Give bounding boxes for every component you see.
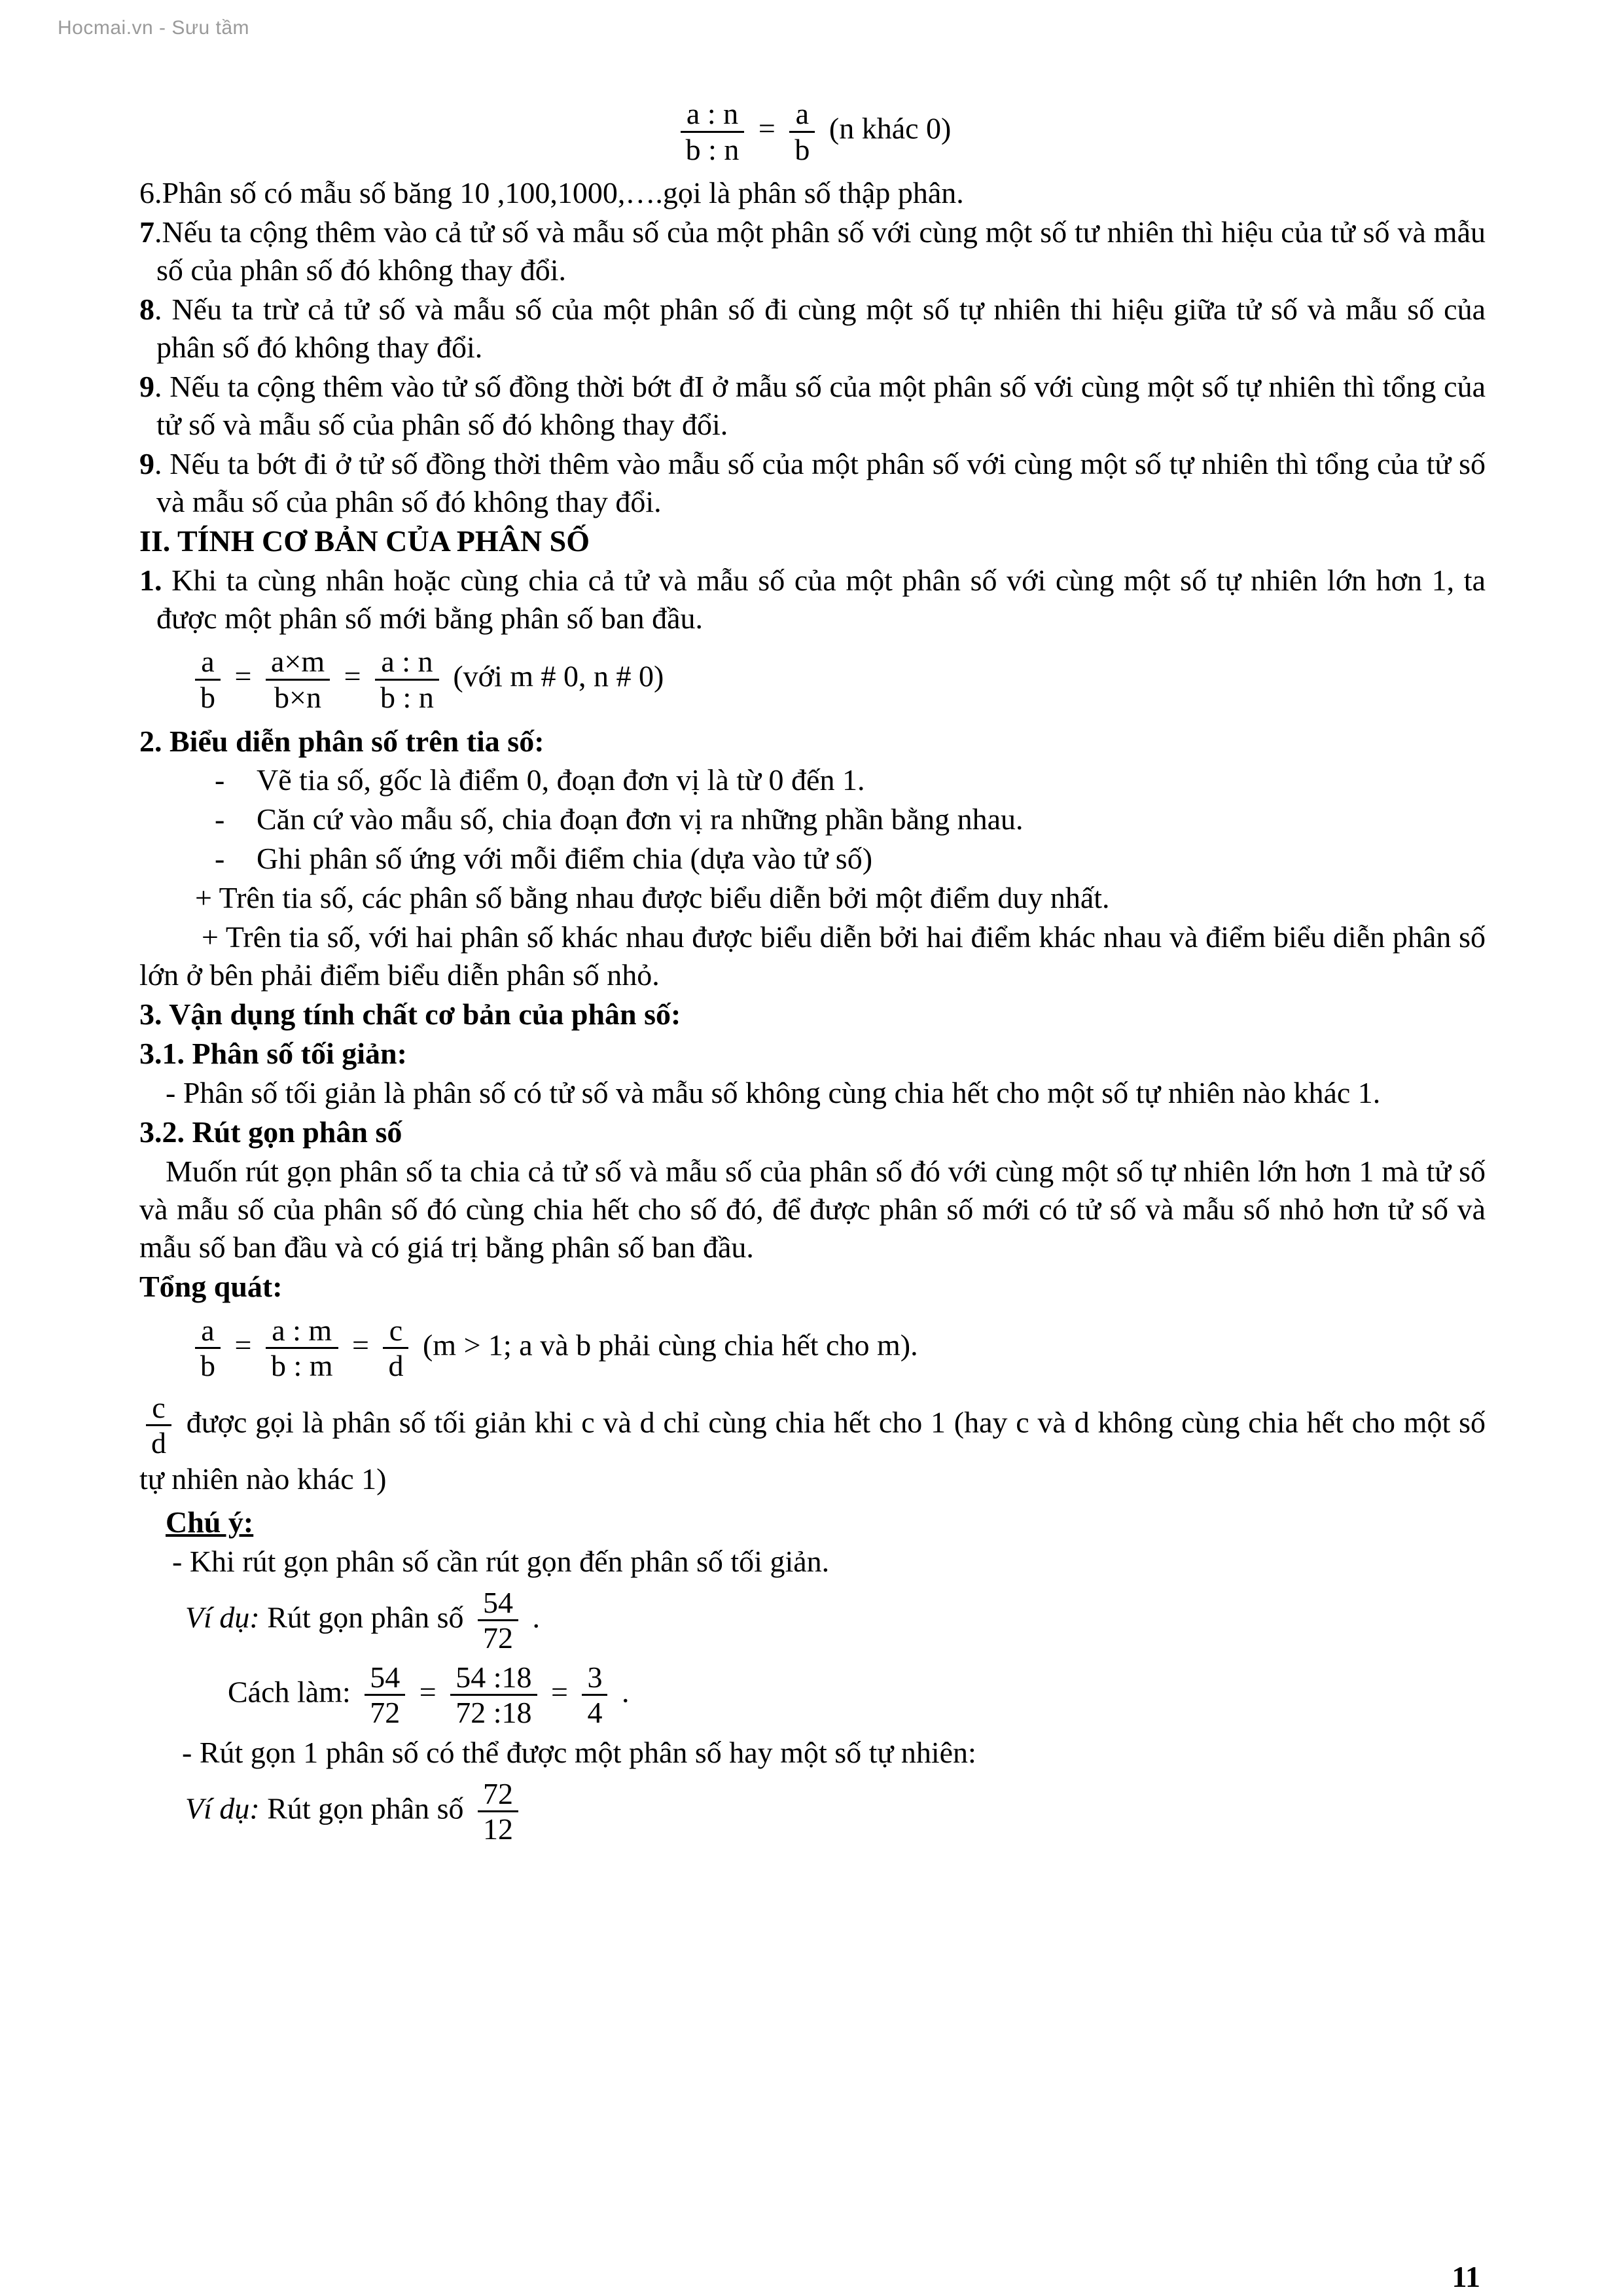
- text-run: =: [227, 660, 259, 694]
- fraction-numerator: 54: [365, 1660, 405, 1696]
- list-item: [215, 840, 1486, 878]
- text-run: 3. Vận dụng tính chất cơ bản của phân số:: [139, 997, 681, 1031]
- paragraph: [139, 445, 1486, 521]
- section-heading: [139, 1113, 1486, 1151]
- paragraph: [172, 1543, 1486, 1581]
- fraction: [478, 1777, 518, 1846]
- paragraph: [182, 1734, 1486, 1772]
- paragraph: [139, 213, 1486, 289]
- fraction-denominator: b×n: [274, 680, 321, 714]
- watermark: Hocmai.vn - Sưu tầm: [58, 17, 249, 39]
- fraction-denominator: d: [388, 1349, 404, 1383]
- fraction-denominator: b: [794, 132, 810, 166]
- text-run: =: [336, 660, 369, 694]
- fraction-denominator: b : m: [270, 1349, 333, 1383]
- fraction: [375, 645, 439, 714]
- section-heading: [139, 1035, 1486, 1073]
- fraction-denominator: 12: [482, 1812, 513, 1846]
- example-line: [185, 1586, 1486, 1655]
- text-run: =: [227, 1328, 259, 1362]
- fraction-numerator: 3: [582, 1660, 607, 1696]
- text-run: - Phân số tối giản là phân số có tử số và mẫu số không cùng chia hết cho một số tự nhiên nào khác 1.: [166, 1076, 1381, 1110]
- fraction-denominator: 72: [482, 1621, 513, 1655]
- text-run: Rút gọn phân số: [259, 1600, 471, 1634]
- fraction-numerator: a : n: [681, 97, 745, 133]
- text-run: .: [614, 1675, 630, 1709]
- fraction-denominator: b : n: [685, 132, 740, 166]
- text-run: - Khi rút gọn phân số cần rút gọn đến phân số tối giản.: [172, 1544, 830, 1578]
- fraction: [582, 1660, 607, 1730]
- text-run: 6.Phân số có mẫu số băng 10 ,100,1000,….gọi là phân số thập phân.: [139, 176, 964, 210]
- fraction: [789, 97, 815, 166]
- paragraph: [139, 291, 1486, 367]
- fraction-denominator: 72 :18: [455, 1696, 532, 1730]
- fraction-numerator: 54 :18: [450, 1660, 537, 1696]
- text-run: . Nếu ta trừ cả tử số và mẫu số của một phân số đi cùng một số tự nhiên thi hiệu giữa tử số và mẫu số của phân số đó không thay đổi.: [154, 292, 1486, 364]
- text-run: =: [344, 1328, 377, 1362]
- text-run: 8: [139, 292, 154, 326]
- fraction-numerator: a : n: [375, 645, 439, 681]
- text-run: Tổng quát:: [139, 1269, 283, 1303]
- fraction-numerator: 54: [478, 1586, 518, 1622]
- text-run: Căn cứ vào mẫu số, chia đoạn đơn vị ra những phần bằng nhau.: [257, 802, 1024, 836]
- fraction: [195, 645, 221, 714]
- text-run: được gọi là phân số tối giản khi c và d chỉ cùng chia hết cho 1 (hay c và d không cùng chia hết cho một số tự nhiên nào khác 1): [139, 1405, 1486, 1496]
- paragraph: [139, 562, 1486, 637]
- fraction: [478, 1586, 518, 1655]
- text-run: Ví dụ:: [185, 1600, 260, 1634]
- section-heading: [139, 996, 1486, 1033]
- fraction-denominator: b : n: [380, 680, 434, 714]
- section-heading: [139, 723, 1486, 761]
- fraction-numerator: c: [383, 1314, 408, 1350]
- fraction-numerator: a: [195, 1314, 221, 1350]
- fraction: [195, 1314, 221, 1383]
- text-run: 2. Biểu diễn phân số trên tia số:: [139, 724, 544, 758]
- example-line: [185, 1777, 1486, 1846]
- text-run: =: [412, 1675, 444, 1709]
- text-run: + Trên tia số, với hai phân số khác nhau được biểu diễn bởi hai điểm khác nhau và điểm biểu diễn phân số lớn ở bên phải điểm biểu diễn phân số nhỏ.: [139, 920, 1486, 992]
- note-label: [166, 1503, 1486, 1541]
- fraction: [365, 1660, 405, 1730]
- text-run: Muốn rút gọn phân số ta chia cả tử số và mẫu số của phân số đó với cùng một số tự nhiên lớn hơn 1 mà tử số và mẫu số của phân số đó cùng chia hết cho số đó, để được phân số mới có tử số và mẫu số nhỏ hơn tử số và mẫu số ban đầu và có giá trị bằng phân số ban đầu.: [139, 1154, 1486, 1264]
- text-run: 3.1. Phân số tối giản:: [139, 1037, 407, 1071]
- text-run: Chú ý:: [166, 1505, 254, 1539]
- text-run: .Nếu ta cộng thêm vào cả tử số và mẫu số của một phân số với cùng một số tư nhiên thì hiệu của tử số và mẫu số của phân số đó không thay đổi.: [154, 215, 1486, 287]
- text-run: Cách làm:: [228, 1675, 359, 1709]
- formula: [188, 1314, 1486, 1383]
- text-run: . Nếu ta cộng thêm vào tử số đồng thời bớt đI ở mẫu số của một phân số với cùng một số tự nhiên thì tổng của tử số và mẫu số của phân số đó không thay đổi.: [154, 369, 1486, 441]
- text-run: 7: [139, 215, 154, 249]
- paragraph: [139, 1074, 1486, 1112]
- list-marker: -: [215, 842, 225, 876]
- fraction: [266, 1314, 338, 1383]
- text-run: 9: [139, 369, 154, 403]
- text-run: Vẽ tia số, gốc là điểm 0, đoạn đơn vị là từ 0 đến 1.: [257, 763, 865, 797]
- fraction: [266, 645, 330, 714]
- document-content: [139, 90, 1486, 1852]
- fraction: [681, 97, 745, 166]
- fraction-denominator: 4: [587, 1696, 603, 1730]
- fraction: [383, 1314, 408, 1383]
- fraction-denominator: b: [200, 1349, 215, 1383]
- fraction-numerator: a : m: [266, 1314, 338, 1350]
- section-heading: [139, 1268, 1486, 1306]
- text-run: (với m # 0, n # 0): [445, 660, 664, 694]
- fraction-numerator: c: [146, 1391, 171, 1427]
- paragraph: [139, 918, 1486, 994]
- fraction: [146, 1391, 171, 1460]
- fraction-numerator: a×m: [266, 645, 330, 681]
- text-run: Rút gọn phân số: [259, 1791, 471, 1825]
- text-run: Khi ta cùng nhân hoặc cùng chia cả tử và mẫu số của một phân số với cùng một số tự nhiên lớn hơn 1, ta được một phân số mới bằng phân số ban đầu.: [156, 563, 1486, 635]
- text-run: - Rút gọn 1 phân số có thể được một phân số hay một số tự nhiên:: [182, 1735, 976, 1769]
- text-run: 3.2. Rút gọn phân số: [139, 1115, 402, 1149]
- fraction-numerator: a: [195, 645, 221, 681]
- formula: [139, 97, 1486, 166]
- fraction-numerator: 72: [478, 1777, 518, 1813]
- list-marker: -: [215, 802, 225, 836]
- fraction-denominator: d: [151, 1426, 166, 1460]
- text-run: II. TÍNH CƠ BẢN CỦA PHÂN SỐ: [139, 524, 590, 558]
- paragraph: [139, 174, 1486, 212]
- text-run: + Trên tia số, các phân số bằng nhau được biểu diễn bởi một điểm duy nhất.: [195, 881, 1110, 915]
- list-item: [215, 761, 1486, 799]
- section-heading: [139, 522, 1486, 560]
- paragraph: [139, 368, 1486, 444]
- list-marker: -: [215, 763, 225, 797]
- text-run: .: [524, 1600, 540, 1634]
- text-run: Ghi phân số ứng với mỗi điểm chia (dựa vào tử số): [257, 842, 873, 876]
- text-run: Ví dụ:: [185, 1791, 260, 1825]
- fraction-numerator: a: [789, 97, 815, 133]
- list-item: [215, 800, 1486, 838]
- list-item: [195, 879, 1486, 917]
- page-number: 11: [1452, 2260, 1480, 2294]
- fraction-denominator: b: [200, 680, 215, 714]
- text-run: . Nếu ta bớt đi ở tử số đồng thời thêm vào mẫu số của một phân số với cùng một số tự nhiên thì tổng của tử số và mẫu số của phân số đó không thay đổi.: [154, 446, 1486, 518]
- text-run: (m > 1; a và b phải cùng chia hết cho m).: [415, 1328, 918, 1362]
- text-run: 9: [139, 446, 154, 480]
- text-run: =: [751, 111, 783, 145]
- text-run: (n khác 0): [821, 111, 952, 145]
- paragraph: [139, 1391, 1486, 1498]
- fraction-denominator: 72: [370, 1696, 401, 1730]
- formula: [188, 645, 1486, 714]
- text-run: 1.: [139, 563, 162, 597]
- example-line: [228, 1660, 1486, 1730]
- text-run: =: [543, 1675, 576, 1709]
- fraction: [450, 1660, 537, 1730]
- paragraph: [139, 1153, 1486, 1266]
